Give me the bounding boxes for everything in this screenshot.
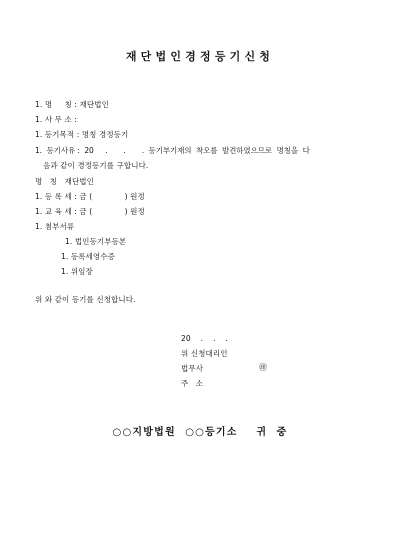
closing-statement: 위 와 같이 등기를 신청합니다.	[35, 295, 136, 304]
document-title: 재단법인경정등기신청	[125, 50, 275, 63]
reason-line: 1. 등기사유 : 20 . . . 등기부기재의 착오를 발견하였으므로 명칭을 다	[35, 146, 310, 155]
education-tax-line: 1. 교 육 세 : 금 ( ) 원정	[35, 207, 145, 216]
corrected-name-line: 명 칭 재단법인	[35, 177, 94, 186]
attorney-label: 법무사	[181, 364, 204, 373]
purpose-line: 1. 등기목적 : 명칭 경정등기	[35, 130, 129, 139]
attachment-item-registry: 1. 법인등기부등본	[65, 237, 127, 246]
name-line: 1. 명 칭 : 재단법인	[35, 100, 109, 109]
reason-continuation: 음과 같이 경정등기를 구합니다.	[43, 161, 149, 170]
court-footer: ○○지방법원 ○○등기소 귀 중	[112, 427, 288, 438]
address-label: 주 소	[181, 379, 204, 388]
attachment-item-power-of-attorney: 1. 위임장	[61, 267, 93, 276]
attachments-heading: 1. 첨부서류	[35, 222, 75, 231]
seal-mark: ㊞	[259, 363, 268, 372]
office-line: 1. 사 무 소 :	[35, 115, 77, 124]
applicant-label: 위 신청대리인	[181, 349, 228, 358]
registration-tax-line: 1. 등 록 세 : 금 ( ) 원정	[35, 192, 145, 201]
attachment-item-receipt: 1. 등록세영수증	[61, 252, 115, 261]
date-line: 20 . . .	[181, 334, 229, 343]
